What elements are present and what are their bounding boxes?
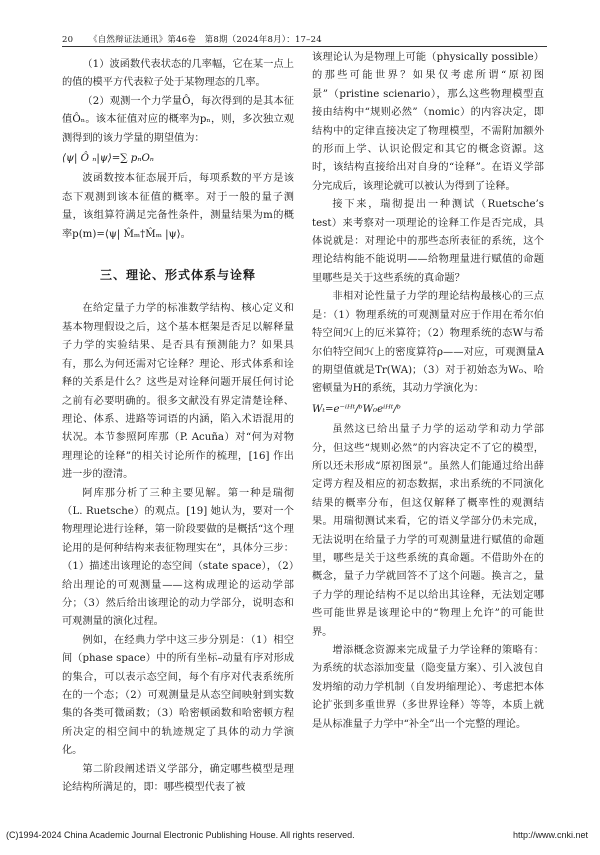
paragraph: 该理论认为是物理上可能（physically possible）的那些可能世界？如果仅考虑所谓“原初图景”（pristine scienario），那么这些物理模型直接由结构中“规则必然”（nomic）的内容决定，即结构中的定律直接决定了物理模型，不需附加额外的形而上学、认识论假定和其它的概念资源。这时，该结构直接给出对自身的“诠释”。在语义学部分完成后，该理论就可以被认为得到了诠释。 [312, 52, 544, 192]
section-title: 三、理论、形式体系与诠释 [99, 268, 256, 283]
paragraph: 波函数按本征态展开后，每项系数的平方是该态下观测到该本征值的概率。对于一般的量子测量，该组算符满足完备性条件，测量结果为m的概率p(m)=⟨ψ| M̂ₘ†M̂ₘ |ψ⟩。 [62, 173, 294, 240]
paragraph: （1）波函数代表状态的几率幅，它在某一点上的值的模平方代表粒子处于某物理态的几率。 [62, 59, 294, 89]
header-rule [62, 46, 547, 47]
expectation-formula: ⟨ψ| Ô ₙ|ψ⟩=∑ pₙOₙ [62, 153, 154, 165]
paragraph: 第二阶段阐述语义学部分，确定哪些模型是理论结构所满足的，即：哪些模型代表了被 [62, 763, 294, 794]
paragraph: 在给定量子力学的标准数学结构、核心定义和基本物理假设之后，这个基本框架是否足以解释量子力学的实验结果、是否具有预测能力？如果具有，那么为何还需对它诠释？理论、形式体系和诠释的关系是什么？这些是对诠释问题开展任何讨论之前有必要明确的。很多文献没有界定清楚诠释、理论、体系、进路等词语的内涵，陷入术语混用的状况。本节参照阿库那（P. Acuña）对“何为对物理理论的诠释”的相关讨论所作的梳理，[16] 作出进一步的澄清。 [62, 303, 294, 481]
footer-url: http://www.cnki.net [512, 830, 588, 840]
paragraph: 非相对论性量子力学的理论结构最核心的三点是：（1）物理系统的可观测量对应于作用在希尔伯特空间ℋ上的厄米算符；（2）物理系统的态W与希尔伯特空间ℋ上的密度算符ρ——对应，可观测量A的期望值就是Tr(WA)；（3）对于初始态为W₀、哈密顿量为H的系统，其动力学演化为： [312, 291, 544, 395]
right-column [312, 49, 544, 734]
paragraph: 增添概念资源来完成量子力学诠释的策略有：为系统的状态添加变量（隐变量方案）、引入波包自发坍缩的动力学机制（自发坍缩理论）、考虑把本体论扩张到多重世界（多世界诠释）等等，本质上就是从标准量子力学中“补全”出一个完整的理论。 [312, 645, 544, 730]
evolution-formula: Wₜ=e⁻ⁱᴴᵗ/ᵇW₀eⁱᴴᵗ/ᵇ [312, 403, 401, 415]
paragraph: （2）观测一个力学量Ô，每次得到的是其本征值Ôₙ。该本征值对应的概率为pₙ，则，多次独立观测得到的该力学量的期望值为： [62, 95, 294, 144]
paragraph: 接下来，瑞彻提出一种测试（Ruetsche’s test）来考察对一项理论的诠释工作是否完成，具体说就是：对理论中的那些态所表征的系统，这个理论结构能不能说明——给物理量进行赋值的命题里哪些是关于这些系统的真命题？ [312, 199, 544, 284]
journal-citation: 《自然辩证法通讯》第46卷 第8期（2024年8月）：17–24 [89, 35, 322, 45]
paragraph: 虽然这已给出量子力学的运动学和动力学部分，但这些“规则必然”的内容决定不了它的模型，所以还未形成“原初图景”。虽然人们能通过给出薛定谔方程及相应的初态数据，求出系统的不同演化结果的概率分布，但这仅解释了概率性的观测结果。用瑞彻测试来看，它的语义学部分仍未完成，无法说明在给量子力学的可观测量进行赋值的命题里，哪些是关于这些系统的真命题。不借助外在的概念，量子力学就回答不了这个问题。换言之，量子力学的理论结构不足以给出其诠释，无法划定哪些可能世界是该理论中的“物理上允许”的可能世界。 [312, 424, 544, 638]
page-number: 20 [62, 35, 74, 45]
copyright-notice: (C)1994-2024 China Academic Journal Electronic Publishing House. All rights reserved. [6, 830, 355, 840]
paragraph: 例如，在经典力学中这三步分别是：（1）相空间（phase space）中的所有坐标–动量有序对形成的集合，可以表示态空间，每个有序对代表系统所在的一个态；（2）可观测量是从态空间映射到实数集的各类可微函数；（3）哈密顿函数和哈密顿方程所决定的相空间中的轨迹规定了具体的动力学演化。 [62, 634, 294, 757]
left-column [62, 56, 294, 797]
running-header [62, 33, 322, 45]
paragraph: 阿库那分析了三种主要见解。第一种是瑞彻（L. Ruetsche）的观点。[19] 她认为，要对一个物理理论进行诠释，第一阶段要做的是概括“这个理论用的是何种结构来表征物理实在”，具体分三步：（1）描述出该理论的态空间（state space），（2）给出理论的可观测量——这构成理论的运动学部分；（3）然后给出该理论的动力学部分，说明态和可观测量的演化过程。 [62, 487, 294, 628]
